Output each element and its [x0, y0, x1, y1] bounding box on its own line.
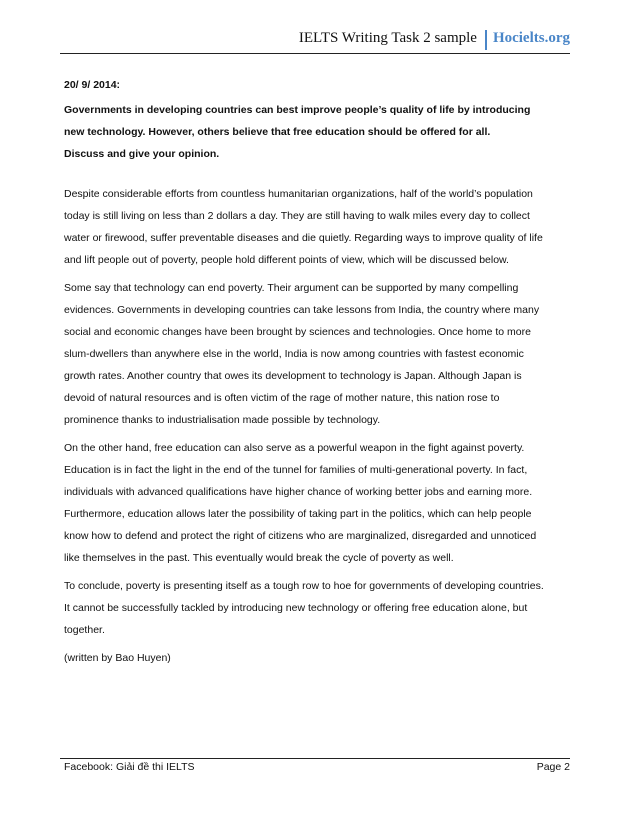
paragraph-line: On the other hand, free education can also serve as a powerful weapon in the fight against poverty.: [64, 442, 525, 454]
essay-paragraph-technology: [64, 277, 570, 431]
page-header: [299, 30, 570, 50]
paragraph-line: and lift people out of poverty, people hold different points of view, which will be discussed below.: [64, 254, 509, 266]
header-title: IELTS Writing Task 2 sample: [298, 30, 477, 46]
essay-date: 20/ 9/ 2014:: [64, 79, 121, 91]
paragraph-line: together.: [64, 624, 105, 636]
paragraph-line: slum-dwellers than anywhere else in the world, India is now among countries with fastest economic: [64, 348, 524, 360]
paragraph-line: Some say that technology can end poverty. Their argument can be supported by many compelling: [64, 282, 519, 294]
paragraph-line: Furthermore, education allows later the possibility of taking part in the politics, which can help people: [64, 508, 532, 520]
document-body: [64, 74, 570, 669]
paragraph-line: prominence thanks to industrialisation made possible by technology.: [64, 414, 381, 426]
paragraph-line: Despite considerable efforts from countless humanitarian organizations, half of the world’s population: [64, 188, 533, 200]
paragraph-line: devoid of natural resources and is often victim of the rage of mother nature, this nation rose to: [64, 392, 500, 404]
footer-page-number: Page 2: [536, 761, 570, 773]
footer-facebook-text: Facebook: Giải đề thi IELTS: [64, 761, 195, 773]
paragraph-line: To conclude, poverty is presenting itself as a tough row to hoe for governments of developing countries.: [64, 580, 544, 592]
paragraph-line: It cannot be successfully tackled by introducing new technology or offering free education alone, but: [64, 602, 528, 614]
paragraph-line: know how to defend and protect the right of citizens who are marginalized, disregarded and unnoticed: [64, 530, 537, 542]
paragraph-line: water or firewood, suffer preventable diseases and die quietly. Regarding ways to improve quality of life: [64, 232, 543, 244]
essay-author: (written by Bao Huyen): [64, 652, 171, 664]
paragraph-line: social and economic changes have been brought by sciences and technologies. Once home to more: [64, 326, 531, 338]
footer-rule: [60, 758, 570, 759]
paragraph-line: evidences. Governments in developing countries can take lessons from India, the country where many: [64, 304, 540, 316]
paragraph-line: Education is in fact the light in the end of the tunnel for families of multi-generational poverty. In fact,: [64, 464, 528, 476]
prompt-line: Discuss and give your opinion.: [64, 148, 220, 160]
paragraph-line: like themselves in the past. This eventually would break the cycle of poverty as well.: [64, 552, 454, 564]
paragraph-line: today is still living on less than 2 dollars a day. They are still having to walk miles every day to collect: [64, 210, 530, 222]
prompt-line: new technology. However, others believe that free education should be offered for all.: [64, 126, 491, 138]
header-rule: [60, 53, 570, 54]
paragraph-line: growth rates. Another country that owes its development to technology is Japan. Although Japan is: [64, 370, 522, 382]
essay-paragraph-intro: [64, 183, 570, 271]
essay-paragraph-education: [64, 437, 570, 569]
paragraph-line: individuals with advanced qualifications have higher chance of working better jobs and earning more.: [64, 486, 533, 498]
essay-paragraph-conclusion: [64, 575, 570, 641]
header-brand: Hocielts.org: [485, 30, 570, 50]
essay-prompt: [64, 99, 570, 165]
prompt-line: Governments in developing countries can best improve people’s quality of life by introducing: [64, 104, 531, 116]
